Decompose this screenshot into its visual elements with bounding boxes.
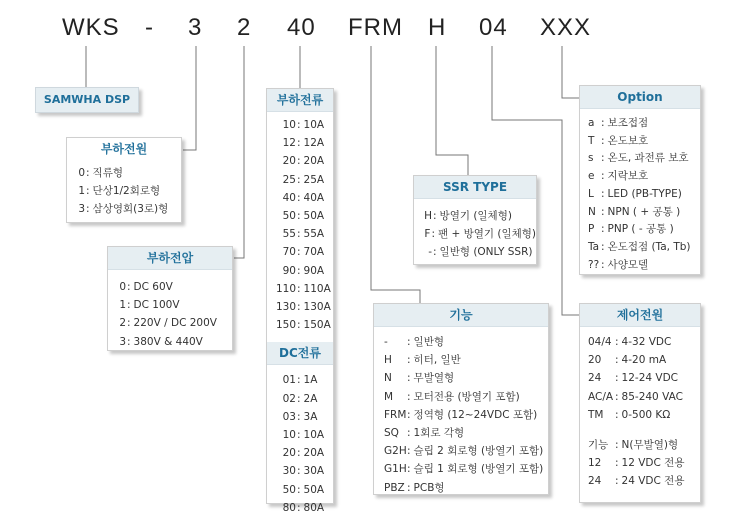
list-item: 04/4 : 4-32 VDC: [588, 336, 672, 348]
list-item: s : 온도, 과전류 보호: [588, 152, 689, 165]
list-item: 80 : 80A: [282, 501, 325, 514]
list-item: N : NPN ( + 공통 ): [588, 205, 681, 218]
load-power-box: [66, 137, 182, 223]
list-item: P : PNP ( - 공통 ): [588, 223, 674, 236]
list-item: 110 : 110A: [275, 282, 331, 295]
ssr-type-list: [414, 199, 536, 262]
code-current: 40: [287, 14, 316, 41]
list-item: TM : 0-500 KΩ: [588, 408, 671, 421]
list-item: H : 방열기 (일체형): [424, 210, 512, 222]
list-item: F : 팬 + 방열기 (일체형): [424, 228, 536, 241]
list-item: 0 : 직류형: [78, 167, 123, 179]
code-dash: -: [145, 14, 154, 41]
list-item: 40 : 40A: [282, 191, 325, 204]
list-item: 02 : 2A: [282, 392, 318, 405]
list-item: H : 히터, 일반: [384, 354, 461, 367]
function-box: [373, 303, 549, 495]
dc-current-list: [267, 365, 333, 517]
list-item: 55 : 55A: [282, 228, 325, 241]
function-list: [374, 327, 548, 497]
list-item: a : 보조접점: [588, 117, 649, 129]
list-item: - : 일반형: [384, 336, 444, 348]
list-item: 01 : 1A: [282, 374, 318, 387]
list-item: 24 : 12-24 VDC: [588, 372, 678, 385]
list-item: 12 : 12A: [282, 137, 325, 150]
list-item: L : LED (PB-TYPE): [588, 187, 682, 200]
list-item: N : 무발열형: [384, 372, 455, 385]
load-current-title: 부하전류: [267, 89, 333, 112]
option-box: [579, 85, 701, 275]
load-current-box: [266, 88, 334, 514]
list-item: PBZ : PCB형: [384, 481, 445, 494]
list-item: 10 : 10A: [282, 429, 325, 442]
list-item: 90 : 90A: [282, 264, 325, 277]
ssr-type-title: SSR TYPE: [414, 176, 536, 199]
list-item: 30 : 30A: [282, 465, 325, 478]
samwha-dsp-label: SAMWHA DSP: [35, 87, 139, 113]
list-item: 70 : 70A: [282, 246, 325, 259]
list-item: ?? : 사양모델: [588, 258, 649, 271]
load-power-title: 부하전원: [100, 142, 148, 156]
list-item: 12 : 12 VDC 전용: [588, 457, 685, 470]
load-power-list: [67, 160, 181, 219]
code-option: XXX: [540, 14, 592, 41]
list-item: M : 모터전용 (방열기 포함): [384, 390, 520, 403]
list-item: 50 : 50A: [282, 483, 325, 496]
list-item: AC/A : 85-240 VAC: [588, 390, 683, 403]
load-voltage-box: [107, 246, 233, 351]
code-control: 04: [479, 14, 508, 41]
list-item: 기능 : N(무발열)형: [588, 439, 679, 452]
list-item: 20 : 20A: [282, 155, 325, 168]
list-item: SQ : 1회로 각형: [384, 427, 465, 440]
list-item: 0 : DC 60V: [119, 281, 173, 293]
connector-power: [183, 46, 196, 150]
code-power: 3: [188, 14, 203, 41]
list-item: e : 지락보호: [588, 170, 649, 183]
control-power-list-2: [580, 424, 700, 491]
list-item: 2 : 220V / DC 200V: [119, 317, 217, 330]
list-item: 03 : 3A: [282, 410, 318, 423]
control-power-box: [579, 303, 701, 503]
code-ssr: H: [428, 14, 447, 41]
load-current-list: [267, 112, 333, 334]
control-power-title: 제어전원: [580, 304, 700, 327]
ssr-type-box: [413, 175, 537, 265]
list-item: 20 : 20A: [282, 447, 325, 460]
list-item: 1 : DC 100V: [119, 299, 180, 312]
connector-ssr: [436, 46, 468, 175]
control-power-list: [580, 327, 700, 424]
list-item: G1H : 슬립 1 회로형 (방열기 포함): [384, 463, 544, 476]
option-list: [580, 109, 700, 274]
list-item: G2H : 슬립 2 회로형 (방열기 포함): [384, 445, 544, 458]
code-voltage: 2: [237, 14, 252, 41]
list-item: 1 : 단상1/2회로형: [78, 185, 161, 198]
list-item: 3 : 삼상영회(3로)형: [78, 203, 169, 216]
list-item: 50 : 50A: [282, 210, 325, 223]
connector-voltage: [234, 46, 244, 258]
list-item: 25 : 25A: [282, 173, 325, 186]
list-item: 20 : 4-20 mA: [588, 354, 667, 367]
code-function: FRM: [348, 14, 403, 41]
option-title: Option: [580, 86, 700, 109]
code-wks: WKS: [62, 14, 120, 41]
list-item: Ta : 온도접점 (Ta, Tb): [588, 240, 691, 253]
load-voltage-title: 부하전압: [108, 247, 232, 270]
list-item: 10 : 10A: [282, 119, 325, 131]
list-item: - : 일반형 (ONLY SSR): [428, 246, 533, 259]
connector-option: [562, 46, 579, 98]
list-item: 150 : 150A: [275, 319, 331, 332]
list-item: 130 : 130A: [275, 301, 331, 314]
dc-current-title: DC전류: [267, 342, 333, 365]
load-voltage-list: [108, 270, 232, 351]
list-item: 24 : 24 VDC 전용: [588, 475, 685, 488]
list-item: T : 온도보호: [588, 134, 649, 147]
list-item: 3 : 380V & 440V: [119, 335, 203, 348]
list-item: FRM : 정역형 (12~24VDC 포함): [384, 408, 538, 421]
function-title: 기능: [374, 304, 548, 327]
